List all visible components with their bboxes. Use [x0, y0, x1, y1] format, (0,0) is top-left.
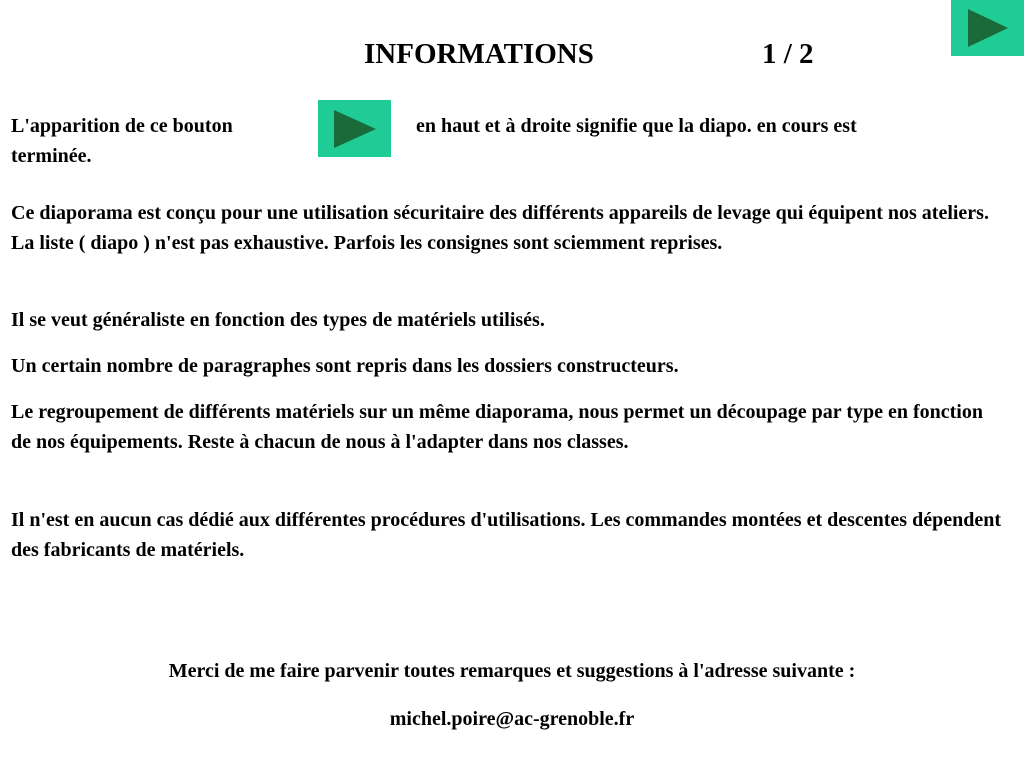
paragraph-general: Il se veut généraliste en fonction des types de matériels utilisés. [11, 309, 545, 331]
paragraph-disclaimer: Il n'est en aucun cas dédié aux différentes procédures d'utilisations. Les commandes montées et descentes dépendent des fabricants de matériels. [11, 509, 1001, 561]
intro-text-part2: en haut et à droite signifie que la diapo. en cours est [416, 115, 857, 137]
play-triangle-icon [968, 9, 1008, 47]
next-slide-button[interactable] [951, 0, 1024, 56]
intro-text-part1: L'apparition de ce bouton [11, 115, 233, 137]
contact-email: michel.poire@ac-grenoble.fr [389, 708, 635, 730]
intro-text-part3: terminée. [11, 145, 92, 167]
paragraph-constructors: Un certain nombre de paragraphes sont repris dans les dossiers constructeurs. [11, 355, 679, 377]
contact-text: Merci de me faire parvenir toutes remarques et suggestions à l'adresse suivante : [168, 660, 856, 682]
page-title: INFORMATIONS [364, 38, 594, 70]
page-counter: 1 / 2 [762, 38, 814, 70]
paragraph-purpose: Ce diaporama est conçu pour une utilisation sécuritaire des différents appareils de levage qui équipent nos ateliers. La liste ( diapo ) n'est pas exhaustive. Parfois les consignes sont sciemment reprises. [11, 202, 989, 254]
paragraph-grouping: Le regroupement de différents matériels sur un même diaporama, nous permet un découpage par type en fonction de nos équipements. Reste à chacun de nous à l'adapter dans nos classes. [11, 401, 983, 453]
